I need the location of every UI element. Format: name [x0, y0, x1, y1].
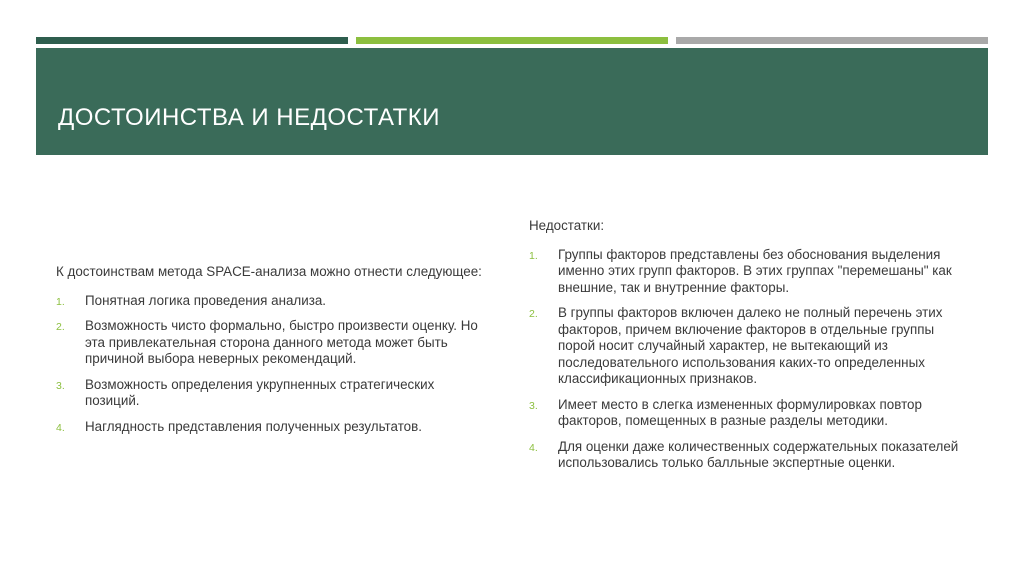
list-item — [56, 377, 488, 410]
list-number: 4. — [529, 441, 538, 454]
list-item-text: Возможность определения укрупненных стратегических позиций. — [85, 376, 435, 408]
list-item — [56, 419, 488, 436]
list-item-text: Для оценки даже количественных содержательных показателей использовались только балльные экспертные оценки. — [558, 438, 959, 470]
title-band — [36, 48, 988, 155]
disadvantages-list — [529, 247, 969, 472]
list-number: 3. — [529, 399, 538, 412]
list-item — [529, 397, 969, 430]
list-item-text: Имеет место в слегка измененных формулировках повтор факторов, помещенных в разные разделы методики. — [558, 396, 922, 428]
top-bar-dark — [36, 37, 348, 44]
disadvantages-column — [529, 218, 969, 481]
list-number: 1. — [529, 249, 538, 262]
list-item-text: Понятная логика проведения анализа. — [85, 292, 327, 308]
list-item — [56, 318, 488, 368]
advantages-column — [56, 264, 488, 444]
advantages-list — [56, 293, 488, 436]
advantages-intro: К достоинствам метода SPACE-анализа можно отнести следующее: — [56, 264, 482, 279]
list-item — [529, 439, 969, 472]
list-number: 1. — [56, 295, 65, 308]
list-number: 3. — [56, 379, 65, 392]
top-bar-gray — [676, 37, 988, 44]
list-item-text: Наглядность представления полученных результатов. — [85, 418, 422, 434]
list-item-text: Группы факторов представлены без обоснования выделения именно этих групп факторов. В этих группах "перемешаны" как внешние, так и внутренние факторы. — [558, 246, 952, 295]
list-item — [529, 305, 969, 388]
list-item — [529, 247, 969, 297]
list-number: 4. — [56, 421, 65, 434]
disadvantages-heading: Недостатки: — [529, 218, 605, 233]
slide-title: ДОСТОИНСТВА И НЕДОСТАТКИ — [58, 104, 440, 131]
list-item — [56, 293, 488, 310]
list-number: 2. — [56, 321, 65, 333]
list-item-text: Возможность чисто формально, быстро произвести оценку. Но эта привлекательная сторона данного метода может быть причиной выбора неверных рекомендаций. — [85, 318, 478, 366]
list-number: 2. — [529, 308, 538, 320]
top-bar-green — [356, 37, 668, 44]
list-item-text: В группы факторов включен далеко не полный перечень этих факторов, причем включение факторов в отдельные группы порой носит случайный характер, не вытекающий из последовательного использования каких-то определенных классификационных признаков. — [558, 305, 943, 386]
